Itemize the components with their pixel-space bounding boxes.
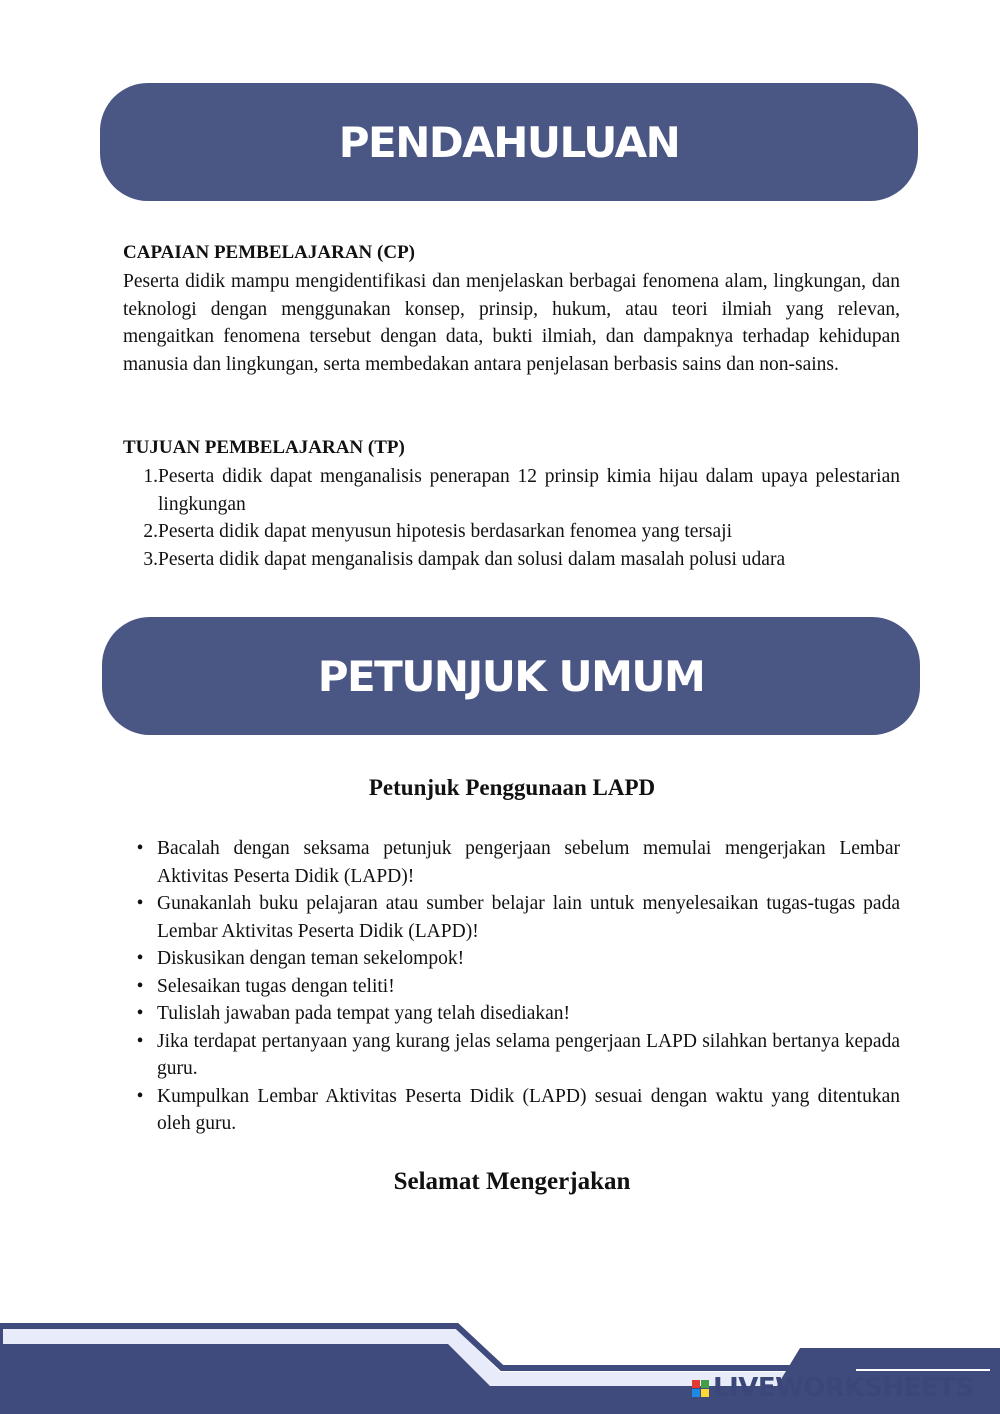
bullet-icon: • — [136, 1003, 144, 1024]
bullet-icon: • — [136, 838, 144, 859]
liveworksheets-text: LIVEWORKSHEETS — [713, 1373, 974, 1403]
instruction-item — [123, 973, 900, 1001]
bullet-icon: • — [136, 893, 144, 914]
instruction-item — [123, 1028, 900, 1083]
bullet-icon: • — [136, 975, 144, 997]
instruction-text: Kumpulkan Lembar Aktivitas Peserta Didik (LAPD) sesuai dengan waktu yang ditentukan oleh guru. — [157, 1085, 900, 1134]
bullet-icon: • — [136, 1085, 144, 1107]
banner-petunjuk-umum — [102, 617, 920, 735]
instruction-text: Selesaikan tugas dengan teliti! — [157, 975, 395, 997]
instruction-text: Bacalah dengan seksama petunjuk pengerjaan sebelum memulai mengerjakan Lembar Aktivitas Peserta Didik (LAPD)! — [157, 838, 900, 887]
tp-heading: TUJUAN PEMBELAJARAN (TP) — [123, 437, 405, 458]
cp-heading: CAPAIAN PEMBELAJARAN (CP) — [123, 242, 416, 263]
tp-item — [123, 518, 900, 546]
tp-item-text: Peserta didik dapat menganalisis dampak dan solusi dalam masalah polusi udara — [158, 548, 786, 570]
tp-item-number: 2. — [143, 521, 158, 542]
banner-pendahuluan — [100, 83, 918, 201]
tp-item-number: 1. — [143, 466, 158, 487]
bullet-icon: • — [136, 948, 144, 969]
instruction-item — [123, 1000, 900, 1028]
instruction-item — [123, 835, 900, 890]
instruction-text: Tulislah jawaban pada tempat yang telah disediakan! — [157, 1003, 570, 1024]
liveworksheets-logo[interactable] — [692, 1373, 974, 1403]
instruction-item — [123, 1083, 900, 1138]
closing-text: Selamat Mengerjakan — [393, 1168, 631, 1195]
tp-item-text: Peserta didik dapat menyusun hipotesis berdasarkan fenomea yang tersaji — [158, 521, 732, 542]
instruction-item — [123, 890, 900, 945]
banner-title: PETUNJUK UMUM — [317, 651, 705, 701]
tp-list — [123, 463, 900, 573]
cp-paragraph: Peserta didik mampu mengidentifikasi dan menjelaskan berbagai fenomena alam, lingkungan, dan teknologi dengan menggunakan konsep, prinsip, hukum, atau teori ilmiah yang relevan, mengaitkan fenomena tersebut dengan data, bukti ilmiah, dan dampaknya terhadap kehidupan manusia dan lingkungan, serta membedakan antara penjelasan berbasis sains dan non-sains. — [123, 271, 900, 375]
tp-item — [123, 546, 900, 574]
logo-square-i — [701, 1380, 709, 1388]
instructions-title: Petunjuk Penggunaan LAPD — [368, 775, 656, 800]
instructions-list — [123, 835, 900, 1138]
instruction-text: Jika terdapat pertanyaan yang kurang jelas selama pengerjaan LAPD silahkan bertanya kepada guru. — [157, 1030, 900, 1079]
banner-title: PENDAHULUAN — [338, 117, 680, 167]
liveworksheets-icon — [692, 1380, 709, 1397]
logo-square-v — [692, 1389, 700, 1397]
logo-square-l — [692, 1380, 700, 1388]
tp-item-number: 3. — [143, 548, 158, 570]
bullet-icon: • — [136, 1030, 144, 1052]
instruction-text: Gunakanlah buku pelajaran atau sumber belajar lain untuk menyelesaikan tugas-tugas pada Lembar Aktivitas Peserta Didik (LAPD)! — [157, 893, 900, 942]
logo-square-e — [701, 1389, 709, 1397]
tp-item-text: Peserta didik dapat menganalisis penerapan 12 prinsip kimia hijau dalam upaya pelestarian lingkungan — [158, 466, 900, 515]
tp-item — [123, 463, 900, 518]
instruction-text: Diskusikan dengan teman sekelompok! — [157, 948, 465, 969]
instruction-item — [123, 945, 900, 973]
